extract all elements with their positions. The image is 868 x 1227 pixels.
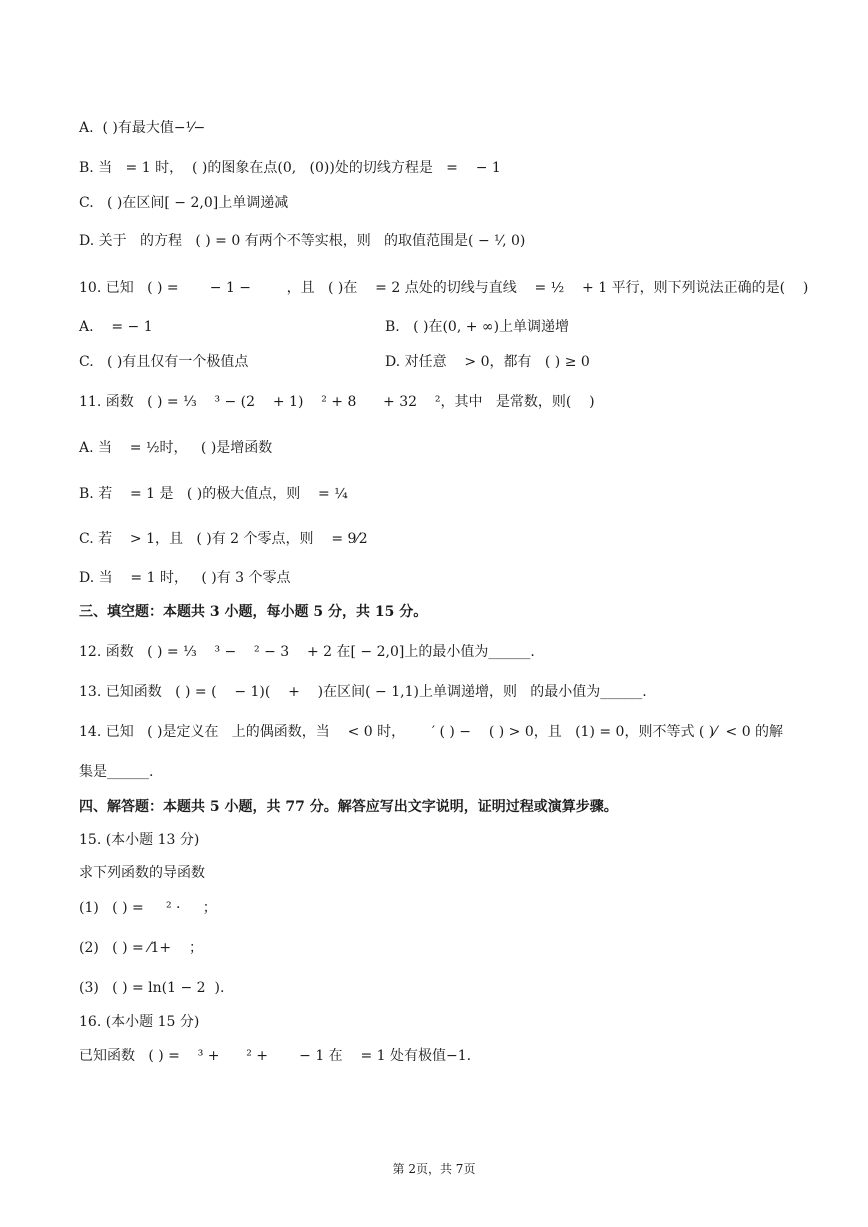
option-9c: C. ( )在区间[ − 2,0]上单调递减 — [79, 195, 289, 211]
question-12: 12. 函数 ( ) = ⅓ ³ − ² − 3 + 2 在[ − 2,0]上的最小值为______. — [79, 644, 535, 660]
question-10: 10. 已知 ( ) = − 1 − ，且 ( )在 = 2 点处的切线与直线 = ½ + 1 平行，则下列说法正确的是( ) — [79, 280, 809, 296]
option-11d: D. 当 = 1 时， ( )有 3 个零点 — [79, 570, 291, 586]
option-10c: C. ( )有且仅有一个极值点 — [79, 354, 249, 370]
question-16-header: 16. (本小题 15 分) — [79, 1014, 200, 1030]
option-11a: A. 当 = ½时， ( )是增函数 — [79, 440, 273, 456]
question-15-part1: (1) ( ) = ² · ； — [79, 900, 217, 916]
question-11: 11. 函数 ( ) = ⅓ ³ − (2 + 1) ² + 8 + 32 ²，其中 是常数，则( ) — [79, 394, 595, 410]
section-heading-answer: 四、解答题：本题共 5 小题，共 77 分。解答应写出文字说明，证明过程或演算步骤。 — [79, 799, 618, 815]
question-15-prompt: 求下列函数的导函数 — [79, 865, 205, 881]
question-14: 14. 已知 ( )是定义在 上的偶函数，当 < 0 时， ′ ( ) − ( ) > 0，且 (1) = 0，则不等式 ( )⁄ < 0 的解 — [79, 724, 784, 740]
option-9a: A. ( )有最大值−¹⁄− — [79, 120, 206, 136]
section-heading-fill-in: 三、填空题：本题共 3 小题，每小题 5 分，共 15 分。 — [79, 604, 428, 620]
question-16-prompt: 已知函数 ( ) = ³ + ² + − 1 在 = 1 处有极值−1. — [79, 1048, 472, 1064]
option-11c: C. 若 > 1，且 ( )有 2 个零点，则 = 9⁄2 — [79, 531, 368, 547]
page-footer: 第 2页，共 7页 — [392, 1162, 476, 1176]
question-15-part2: (2) ( ) = ⁄1+ ； — [79, 940, 203, 956]
question-14-cont: 集是______. — [79, 764, 154, 780]
option-11b: B. 若 = 1 是 ( )的极大值点，则 = ¼ — [79, 486, 348, 502]
option-9b: B. 当 = 1 时， ( )的图象在点(0, (0))处的切线方程是 = − 1 — [79, 160, 501, 176]
option-10a: A. = − 1 — [79, 319, 153, 335]
question-15-header: 15. (本小题 13 分) — [79, 832, 200, 848]
question-13: 13. 已知函数 ( ) = ( − 1)( + )在区间( − 1,1)上单调递增，则 的最小值为______. — [79, 684, 647, 700]
option-9d: D. 关于 的方程 ( ) = 0 有两个不等实根，则 的取值范围是( − ¹⁄, 0) — [79, 233, 526, 249]
question-15-part3: (3) ( ) = ln(1 − 2 ). — [79, 980, 225, 996]
option-10d: D. 对任意 > 0，都有 ( ) ≥ 0 — [385, 354, 590, 370]
option-10b: B. ( )在(0, + ∞)上单调递增 — [385, 319, 570, 335]
